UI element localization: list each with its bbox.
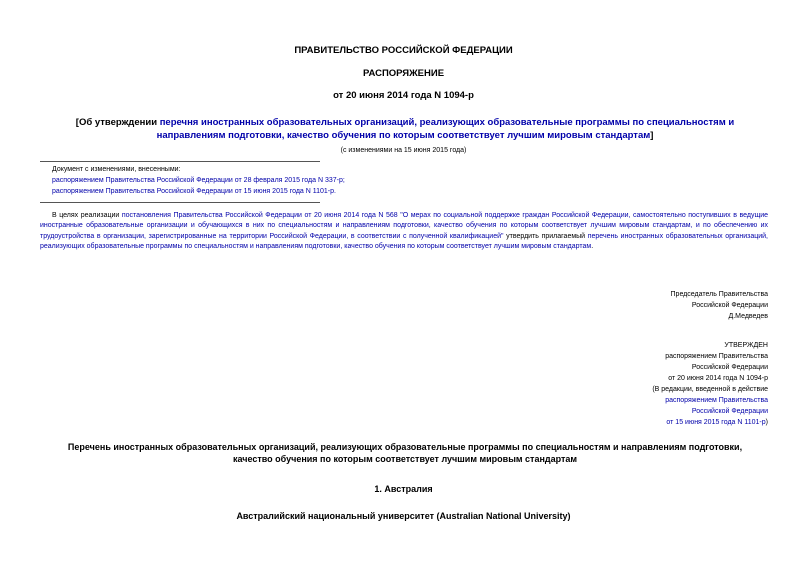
change-link-337[interactable]: распоряжением Правительства Российской Федерации от 28 февраля 2015 года N 337-р; (52, 177, 345, 184)
preamble-paragraph (40, 211, 768, 253)
changes-bottom-divider (40, 202, 320, 203)
subject-link[interactable]: перечня иностранных образовательных организаций, реализующих образовательные программы по специальностям и направлениям подготовки, качество обучения по которым соответствует лучшим мировым стандартам (156, 117, 735, 141)
subject-suffix: ] (650, 130, 654, 141)
approval-block (652, 340, 768, 428)
signature-name: Д.Медведев (728, 313, 768, 320)
document-type-heading: РАСПОРЯЖЕНИЕ (362, 68, 445, 79)
list-title: Перечень иностранных образовательных организаций, реализующих образовательные программы по специальностям и направлениям подготовки, качество обучения по которым соответствует лучшим мировым стандартам (67, 442, 743, 464)
decree-link[interactable]: постановления Правительства Российской Федерации от 20 июня 2014 года N 568 "О мерах по социальной поддержке граждан Российской Федерации, самостоятельно поступивших в ведущие иностранные образовательные организации и обучающихся в них по специальностям и направлениям подготовки, качество обучения по которым соответствует лучшим мировым стандартам, и по обеспечению их трудоустройства в организации, зарегистрированные на территории Российской Федерации, в соответствии с полученной квалификацией" (40, 212, 769, 240)
changes-block (52, 164, 472, 197)
approved-link-3[interactable]: от 15 июня 2015 года N 1101-р (666, 419, 766, 426)
document-date: от 20 июня 2014 года N 1094-р (333, 90, 474, 101)
approved-line-3: Российской Федерации (691, 364, 768, 371)
approved-close-paren: ) (765, 419, 768, 426)
changes-heading: Документ с изменениями, внесенными: (52, 166, 181, 173)
approved-line-4: от 20 июня 2014 года N 1094-р (668, 375, 768, 382)
preamble-end: . (591, 243, 594, 251)
approved-label: УТВЕРЖДЕН (724, 342, 768, 349)
changes-top-divider (40, 161, 320, 162)
preamble-middle: утвердить прилагаемый (503, 232, 588, 240)
preamble-intro: В целях реализации (52, 212, 122, 219)
change-link-1101[interactable]: распоряжением Правительства Российской Федерации от 15 июня 2015 года N 1101-р. (52, 188, 336, 195)
section-heading-australia: 1. Австралия (374, 484, 433, 494)
organization-heading: ПРАВИТЕЛЬСТВО РОССИЙСКОЙ ФЕДЕРАЦИИ (294, 45, 513, 56)
approved-line-2: распоряжением Правительства (665, 353, 768, 360)
signature-title-2: Российской Федерации (691, 302, 768, 309)
edition-note: (с изменениями на 15 июня 2015 года) (340, 147, 467, 154)
approved-link-1[interactable]: распоряжением Правительства (665, 397, 768, 404)
approved-link-3-row (652, 417, 768, 428)
signature-block (671, 289, 768, 322)
document-subject (60, 116, 750, 142)
university-entry: Австралийский национальный университет (Australian National University) (236, 511, 571, 521)
approved-link-2[interactable]: Российской Федерации (691, 408, 768, 415)
approved-line-5: (В редакции, введенной в действие (652, 386, 768, 393)
signature-title-1: Председатель Правительства (670, 291, 768, 298)
list-link[interactable]: перечень иностранных образовательных организаций, реализующих образовательные программы по специальностям и направлениям подготовки, качество обучения по которым соответствует лучшим мировым стандартам (40, 232, 768, 251)
subject-prefix: [Об утверждении (75, 117, 160, 128)
